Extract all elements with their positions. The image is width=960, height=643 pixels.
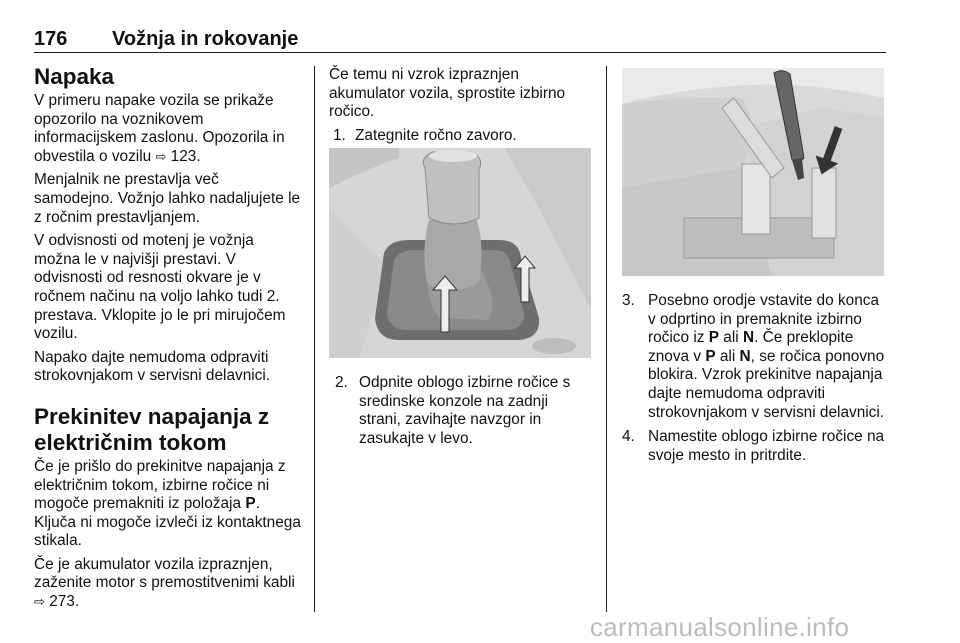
heading-napaka: Napaka xyxy=(34,64,115,89)
page-reference-link[interactable]: 273. xyxy=(49,593,80,611)
page-reference-icon: ⇨ xyxy=(155,148,167,164)
step-1: 1. Zategnite ročno zavoro. xyxy=(333,126,517,144)
paragraph: V odvisnosti od motenj je vožnja možna le v najvišji prestavi. V odvisnosti od resnosti okvare je v ročnem načinu na voljo lahko tudi 2. prestava. Vklopite jo le pri mirujočem vozilu. xyxy=(34,232,286,343)
page-header xyxy=(34,28,298,51)
paragraph: Če je prišlo do prekinitve napajanja z električnim tokom, izbirne ročice ni mogoče premakniti iz položaja P. Ključa ni mogoče izvleči iz kontaktnega stikala. xyxy=(34,457,301,550)
section-title: Vožnja in rokovanje xyxy=(112,28,299,50)
page-number: 176 xyxy=(34,28,68,50)
page-reference-link[interactable]: 123. xyxy=(170,147,201,165)
step-2: 2. Odpnite oblogo izbirne ročice s sredinske konzole na zadnji strani, zavihajte navzgor in zasukajte v levo. xyxy=(335,374,571,447)
step-list xyxy=(329,374,591,448)
step-3: 3. Posebno orodje vstavite do konca v odprtino in premaknite izbirno ročico iz P ali N. Če preklopite znova v P ali N, se ročica ponovno blokira. Vzrok prekinitve napajanja dajte nemudoma odpraviti strokovnjakom v servisni delavnici. xyxy=(622,292,885,421)
column-divider-2 xyxy=(606,66,607,612)
paragraph: Če je akumulator vozila izpraznjen, zaženite motor s premostitvenimi kabli ⇨ 273. xyxy=(34,555,295,611)
heading-prekinitev-napajanja: Prekinitev napajanja z električnim tokom xyxy=(34,403,270,455)
watermark: carmanualsonline.info xyxy=(590,612,850,642)
column-1 xyxy=(34,64,302,617)
step-4: 4. Namestite oblogo izbirne ročice na svoje mesto in pritrdite. xyxy=(622,428,885,464)
header-rule xyxy=(34,52,886,53)
paragraph: Menjalnik ne prestavlja več samodejno. Vožnjo lahko nadaljujete le z ročnim prestavljanjem. xyxy=(34,171,301,226)
step-list xyxy=(329,127,591,146)
column-3 xyxy=(622,292,890,471)
paragraph: V primeru napake vozila se prikaže opozorilo na voznikovem informacijskem zaslonu. Opozorila in obvestila o vozilu ⇨ 123. xyxy=(34,92,285,165)
release-tool-illustration xyxy=(622,68,884,276)
column-divider-1 xyxy=(314,66,315,612)
gear-lever-illustration xyxy=(329,148,591,358)
page-reference-icon: ⇨ xyxy=(34,594,45,610)
paragraph: Če temu ni vzrok izpraznjen akumulator vozila, sprostite izbirno ročico. xyxy=(329,66,566,121)
paragraph: Napako dajte nemudoma odpraviti strokovnjakom v servisni delavnici. xyxy=(34,348,271,385)
column-2-steps xyxy=(329,374,591,454)
step-list xyxy=(622,292,890,465)
column-2 xyxy=(329,66,591,151)
